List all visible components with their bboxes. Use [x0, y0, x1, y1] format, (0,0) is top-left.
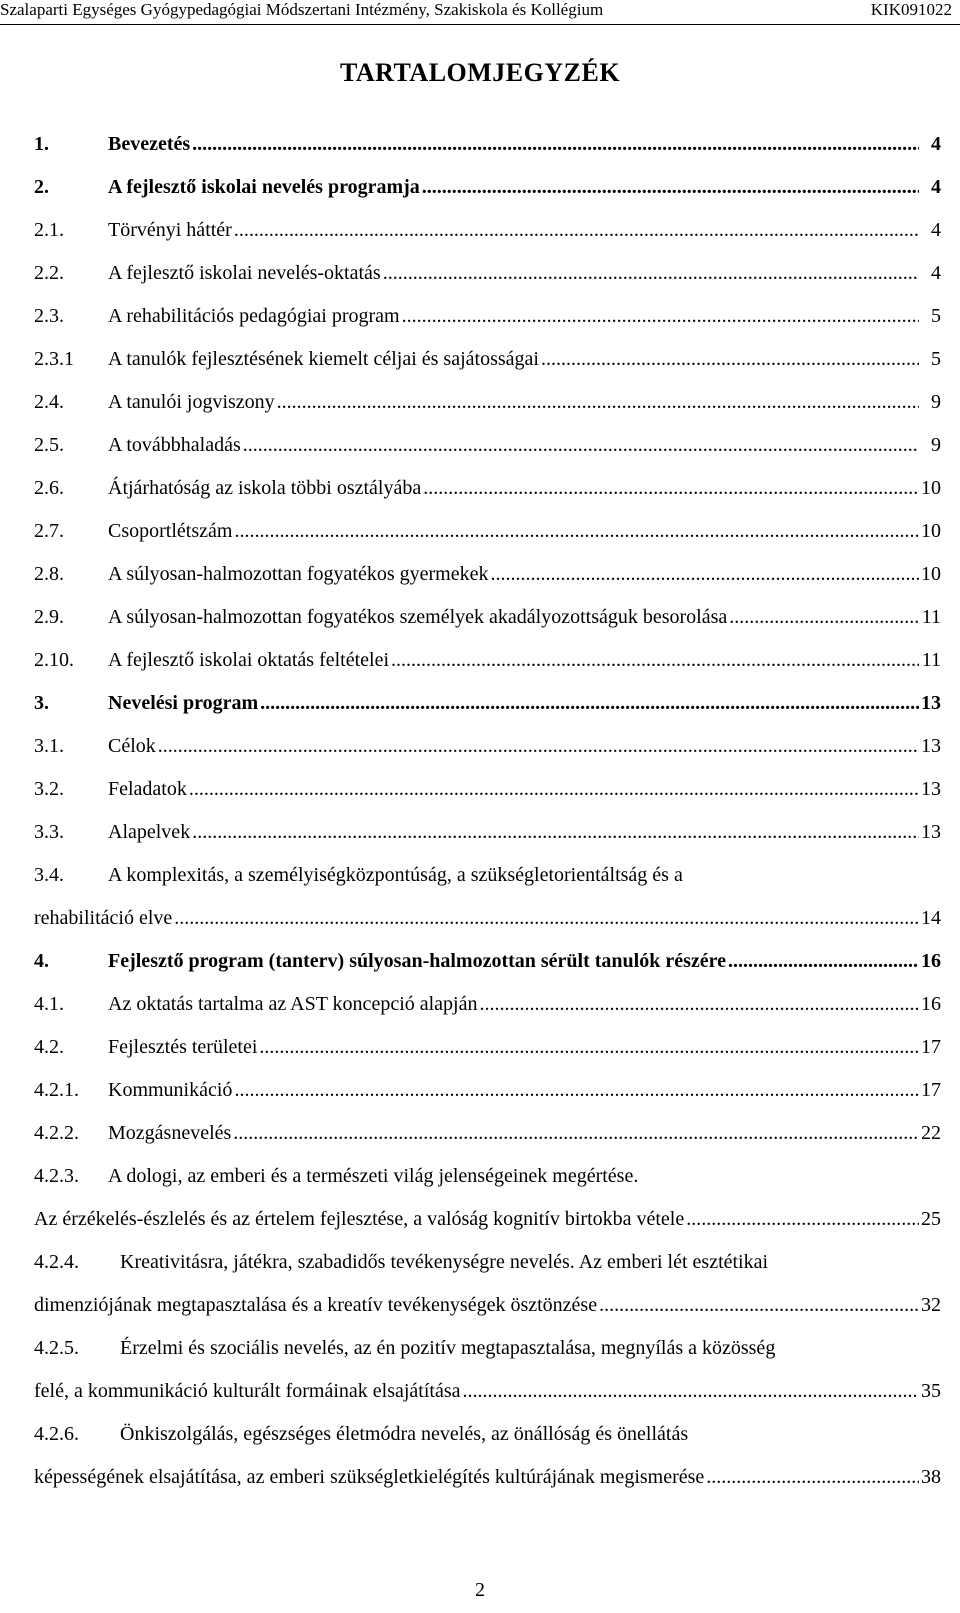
toc-entry[interactable] — [34, 252, 941, 295]
toc-page-number: 4 — [931, 262, 941, 284]
toc-title: A fejlesztő iskolai nevelés-oktatás — [108, 262, 381, 284]
toc-title: Az oktatás tartalma az AST koncepció alapján — [108, 993, 478, 1015]
header-code: KIK091022 — [870, 0, 952, 19]
toc-number: 2.5. — [34, 434, 64, 456]
toc-leader-dots — [706, 1456, 919, 1499]
toc-page-number: 9 — [931, 434, 941, 456]
toc-entry[interactable] — [34, 467, 941, 510]
toc-leader-dots — [541, 338, 919, 381]
toc-title: A komplexitás, a személyiségközpontúság, a szükségletorientáltság és a — [108, 864, 683, 886]
toc-entry[interactable] — [34, 768, 941, 811]
page-title: TARTALOMJEGYZÉK — [339, 58, 621, 87]
toc-entry[interactable] — [34, 381, 941, 424]
toc-entry[interactable] — [34, 209, 941, 252]
table-of-contents — [34, 123, 941, 1499]
toc-entry[interactable] — [34, 1155, 941, 1241]
toc-title: Mozgásnevelés — [108, 1122, 232, 1144]
toc-entry[interactable] — [34, 725, 941, 768]
page-header — [0, 0, 960, 25]
toc-title: A súlyosan-halmozottan fogyatékos gyermekek — [108, 563, 489, 585]
toc-leader-dots — [233, 1112, 919, 1155]
toc-page-number: 13 — [921, 692, 941, 714]
toc-entry[interactable] — [34, 811, 941, 854]
toc-page-number: 13 — [921, 821, 941, 843]
toc-title: Átjárhatóság az iskola többi osztályába — [108, 477, 422, 499]
toc-leader-dots — [423, 467, 919, 510]
toc-page-number: 11 — [921, 606, 941, 628]
toc-title: Érzelmi és szociális nevelés, az én pozitív megtapasztalása, megnyílás a közösség — [120, 1337, 776, 1359]
toc-entry[interactable] — [34, 1327, 941, 1413]
toc-leader-dots — [234, 1069, 919, 1112]
toc-leader-dots — [463, 1370, 919, 1413]
toc-number: 2.10. — [34, 649, 74, 671]
toc-title: Nevelési program — [108, 692, 259, 714]
toc-page-number: 14 — [921, 907, 941, 929]
toc-number: 3.1. — [34, 735, 64, 757]
toc-number: 4. — [34, 950, 49, 972]
toc-entry[interactable] — [34, 424, 941, 467]
toc-leader-dots — [234, 209, 919, 252]
toc-number: 4.2.4. — [34, 1251, 79, 1273]
toc-page-number: 25 — [921, 1208, 941, 1230]
toc-leader-dots — [729, 596, 919, 639]
toc-title: Bevezetés — [108, 133, 191, 155]
toc-title: A rehabilitációs pedagógiai program — [108, 305, 400, 327]
toc-number: 2.2. — [34, 262, 64, 284]
toc-entry[interactable] — [34, 639, 941, 682]
toc-number: 3.4. — [34, 864, 64, 886]
toc-entry[interactable] — [34, 1241, 941, 1327]
toc-number: 3. — [34, 692, 49, 714]
toc-number: 3.2. — [34, 778, 64, 800]
toc-entry[interactable] — [34, 682, 941, 725]
toc-entry[interactable] — [34, 854, 941, 940]
toc-title: Feladatok — [108, 778, 187, 800]
toc-entry[interactable] — [34, 596, 941, 639]
toc-number: 4.2.5. — [34, 1337, 79, 1359]
toc-leader-dots — [259, 1026, 919, 1069]
toc-page-number: 4 — [931, 219, 941, 241]
toc-entry[interactable] — [34, 510, 941, 553]
toc-number: 4.2.6. — [34, 1423, 79, 1445]
toc-page-number: 10 — [921, 563, 941, 585]
toc-number: 2.8. — [34, 563, 64, 585]
toc-entry[interactable] — [34, 1069, 941, 1112]
toc-leader-dots — [189, 768, 919, 811]
toc-number: 2.9. — [34, 606, 64, 628]
toc-number: 1. — [34, 133, 49, 155]
toc-title: A tanulók fejlesztésének kiemelt céljai és sajátosságai — [108, 348, 539, 370]
toc-number: 2.3.1 — [34, 348, 74, 370]
toc-page-number: 11 — [921, 649, 941, 671]
toc-number: 2.6. — [34, 477, 64, 499]
toc-page-number: 35 — [921, 1380, 941, 1402]
header-institution: Szalaparti Egységes Gyógypedagógiai Módszertani Intézmény, Szakiskola és Kollégium — [0, 0, 604, 19]
page-number: 2 — [475, 1579, 485, 1601]
toc-leader-dots — [383, 252, 919, 295]
toc-entry[interactable] — [34, 940, 941, 983]
toc-page-number: 4 — [931, 133, 941, 155]
toc-leader-dots — [174, 897, 919, 940]
toc-title: A tanulói jogviszony — [108, 391, 275, 413]
toc-title: A súlyosan-halmozottan fogyatékos személyek akadályozottságuk besorolása — [108, 606, 728, 628]
toc-title: A fejlesztő iskolai oktatás feltételei — [108, 649, 390, 671]
toc-entry[interactable] — [34, 166, 941, 209]
toc-entry[interactable] — [34, 1413, 941, 1499]
toc-leader-dots — [192, 123, 919, 166]
toc-number: 2.1. — [34, 219, 64, 241]
toc-leader-dots — [234, 510, 919, 553]
toc-leader-dots — [158, 725, 919, 768]
toc-leader-dots — [192, 811, 919, 854]
toc-page-number: 5 — [931, 348, 941, 370]
toc-leader-dots — [391, 639, 919, 682]
toc-entry[interactable] — [34, 1112, 941, 1155]
toc-title: A dologi, az emberi és a természeti világ jelenségeinek megértése. — [108, 1165, 639, 1187]
toc-page-number: 13 — [921, 778, 941, 800]
toc-number: 2. — [34, 176, 49, 198]
toc-leader-dots — [686, 1198, 919, 1241]
toc-leader-dots — [243, 424, 919, 467]
toc-title: Alapelvek — [108, 821, 191, 843]
toc-title: Csoportlétszám — [108, 520, 233, 542]
toc-leader-dots — [599, 1284, 919, 1327]
toc-title: Fejlesztő program (tanterv) súlyosan-halmozottan sérült tanulók részére — [108, 950, 727, 972]
toc-number: 4.2.1. — [34, 1079, 79, 1101]
toc-title: Célok — [108, 735, 156, 757]
toc-entry[interactable] — [34, 338, 941, 381]
toc-leader-dots — [490, 553, 919, 596]
toc-title: Törvényi háttér — [108, 219, 232, 241]
toc-leader-dots — [422, 166, 919, 209]
toc-title: A továbbhaladás — [108, 434, 241, 456]
toc-entry[interactable] — [34, 983, 941, 1026]
toc-title: képességének elsajátítása, az emberi szükségletkielégítés kultúrájának megismerése — [34, 1466, 705, 1488]
toc-number: 2.7. — [34, 520, 64, 542]
toc-page-number: 17 — [921, 1036, 941, 1058]
toc-number: 2.4. — [34, 391, 64, 413]
toc-number: 4.2.3. — [34, 1165, 79, 1187]
toc-leader-dots — [480, 983, 920, 1026]
toc-leader-dots — [260, 682, 919, 725]
toc-entry[interactable] — [34, 1026, 941, 1069]
toc-title: Az érzékelés-észlelés és az értelem fejlesztése, a valóság kognitív birtokba vétele — [34, 1208, 685, 1230]
toc-title: felé, a kommunikáció kulturált formáinak elsajátítása — [34, 1380, 461, 1402]
toc-page-number: 13 — [921, 735, 941, 757]
toc-title: A fejlesztő iskolai nevelés programja — [108, 176, 420, 198]
toc-number: 4.1. — [34, 993, 64, 1015]
toc-title: Kreativitásra, játékra, szabadidős tevékenységre nevelés. Az emberi lét esztétikai — [120, 1251, 769, 1273]
toc-title: Kommunikáció — [108, 1079, 233, 1101]
toc-page-number: 10 — [921, 520, 941, 542]
toc-page-number: 22 — [921, 1122, 941, 1144]
toc-leader-dots — [402, 295, 919, 338]
toc-page-number: 16 — [921, 950, 941, 972]
toc-page-number: 17 — [921, 1079, 941, 1101]
toc-number: 2.3. — [34, 305, 64, 327]
toc-number: 4.2.2. — [34, 1122, 79, 1144]
toc-title: Önkiszolgálás, egészséges életmódra nevelés, az önállóság és önellátás — [120, 1423, 689, 1445]
toc-page-number: 32 — [921, 1294, 941, 1316]
toc-title: Fejlesztés területei — [108, 1036, 258, 1058]
toc-page-number: 9 — [931, 391, 941, 413]
toc-page-number: 10 — [921, 477, 941, 499]
toc-page-number: 4 — [931, 176, 941, 198]
toc-leader-dots — [277, 381, 919, 424]
toc-title: dimenziójának megtapasztalása és a kreatív tevékenységek ösztönzése — [34, 1294, 598, 1316]
toc-page-number: 38 — [921, 1466, 941, 1488]
toc-page-number: 5 — [931, 305, 941, 327]
toc-entry[interactable] — [34, 295, 941, 338]
toc-title: rehabilitáció elve — [34, 907, 173, 929]
toc-entry[interactable] — [34, 553, 941, 596]
toc-number: 4.2. — [34, 1036, 64, 1058]
toc-entry[interactable] — [34, 123, 941, 166]
toc-leader-dots — [728, 940, 919, 983]
toc-page-number: 16 — [921, 993, 941, 1015]
toc-number: 3.3. — [34, 821, 64, 843]
